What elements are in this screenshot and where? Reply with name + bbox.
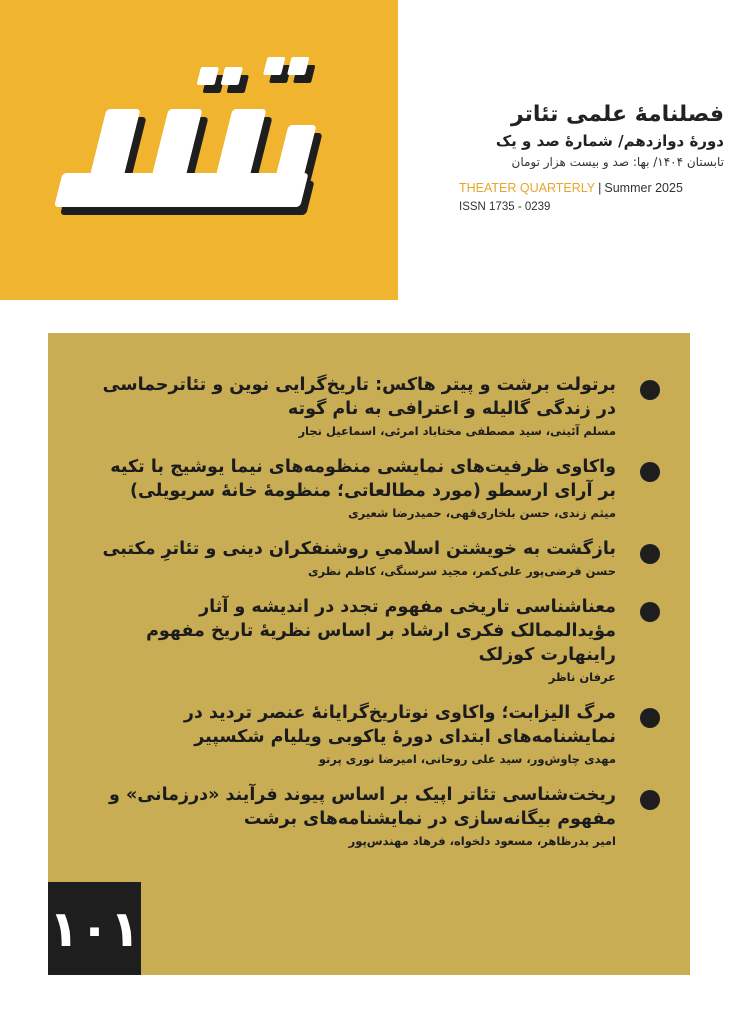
article-item[interactable] bbox=[100, 701, 660, 769]
english-title: THEATER QUARTERLY bbox=[459, 181, 596, 195]
magazine-title: فصلنامهٔ علمی تئاتر bbox=[510, 102, 724, 127]
bullet-icon bbox=[640, 790, 660, 810]
english-title-line bbox=[414, 178, 724, 198]
english-date: Summer 2025 bbox=[604, 181, 683, 195]
article-title: ریخت‌شناسی تئاتر اپیک بر اساس پیوند فرآیند «درزمانی» و مفهوم بیگانه‌سازی در نمایشنامه‌های برشت bbox=[109, 785, 616, 829]
article-item[interactable] bbox=[100, 537, 660, 581]
article-authors: میثم زندی، حسن بلخاری‌قهی، حمیدرضا شعیری bbox=[348, 506, 616, 520]
article-authors: مهدی چاوش‌ور، سید علی روحانی، امیرضا نوری پرتو bbox=[318, 752, 616, 766]
bullet-icon bbox=[640, 544, 660, 564]
article-title: برتولت برشت و پیتر هاکس: تاریخ‌گرایی نوین و تئاترحماسی در زندگی گالیله و اعترافی به نام گوته bbox=[102, 375, 616, 419]
article-item[interactable] bbox=[100, 373, 660, 441]
article-authors: مسلم آئینی، سید مصطفی مختاباد امرئی، اسماعیل نجار bbox=[298, 424, 616, 438]
article-item[interactable] bbox=[100, 783, 660, 851]
issue-number-badge: ۱۰۱ bbox=[48, 882, 141, 975]
article-list bbox=[100, 373, 660, 865]
article-item[interactable] bbox=[100, 455, 660, 523]
article-authors: حسن فرضی‌پور علی‌کمر، مجید سرسنگی، کاظم نظری bbox=[307, 564, 616, 578]
season-price-line: تابستان ۱۴۰۴/ بها: صد و بیست هزار تومان bbox=[511, 155, 724, 169]
bullet-icon bbox=[640, 462, 660, 482]
article-title: معناشناسی تاریخی مفهوم تجدد در اندیشه و آثار مؤیدالممالک فکری ارشاد بر اساس نظریهٔ تاریخ مفهوم راینهارت کوزلک bbox=[146, 597, 616, 665]
bullet-icon bbox=[640, 602, 660, 622]
article-title: بازگشت به خویشتن اسلامیِ روشنفکران دینی و تئاترِ مکتبی bbox=[102, 539, 616, 559]
article-title: واکاوی ظرفیت‌های نمایشی منظومه‌های نیما یوشیج با تکیه بر آرای ارسطو (مورد مطالعاتی؛ منظومهٔ خانهٔ سریویلی) bbox=[110, 457, 616, 501]
masthead bbox=[414, 100, 724, 216]
bullet-icon bbox=[640, 708, 660, 728]
logo-panel bbox=[0, 0, 398, 300]
table-of-contents bbox=[48, 333, 690, 975]
theater-logo bbox=[40, 55, 340, 235]
article-item[interactable] bbox=[100, 595, 660, 687]
article-authors: عرفان ناظر bbox=[548, 670, 616, 684]
english-separator: | bbox=[598, 181, 602, 195]
bullet-icon bbox=[640, 380, 660, 400]
issn: ISSN 1735 - 0239 bbox=[459, 201, 551, 213]
issue-line: دورهٔ دوازدهم/ شمارهٔ صد و یک bbox=[495, 132, 724, 150]
article-authors: امیر بدرظاهر، مسعود دلخواه، فرهاد مهندس‌پور bbox=[348, 834, 616, 848]
article-title: مرگ الیزابت؛ واکاوی نوتاریخ‌گرایانهٔ عنصر تردید در نمایشنامه‌های ابتدای دورهٔ یاکوبی ویلیام شکسپیر bbox=[183, 703, 616, 747]
